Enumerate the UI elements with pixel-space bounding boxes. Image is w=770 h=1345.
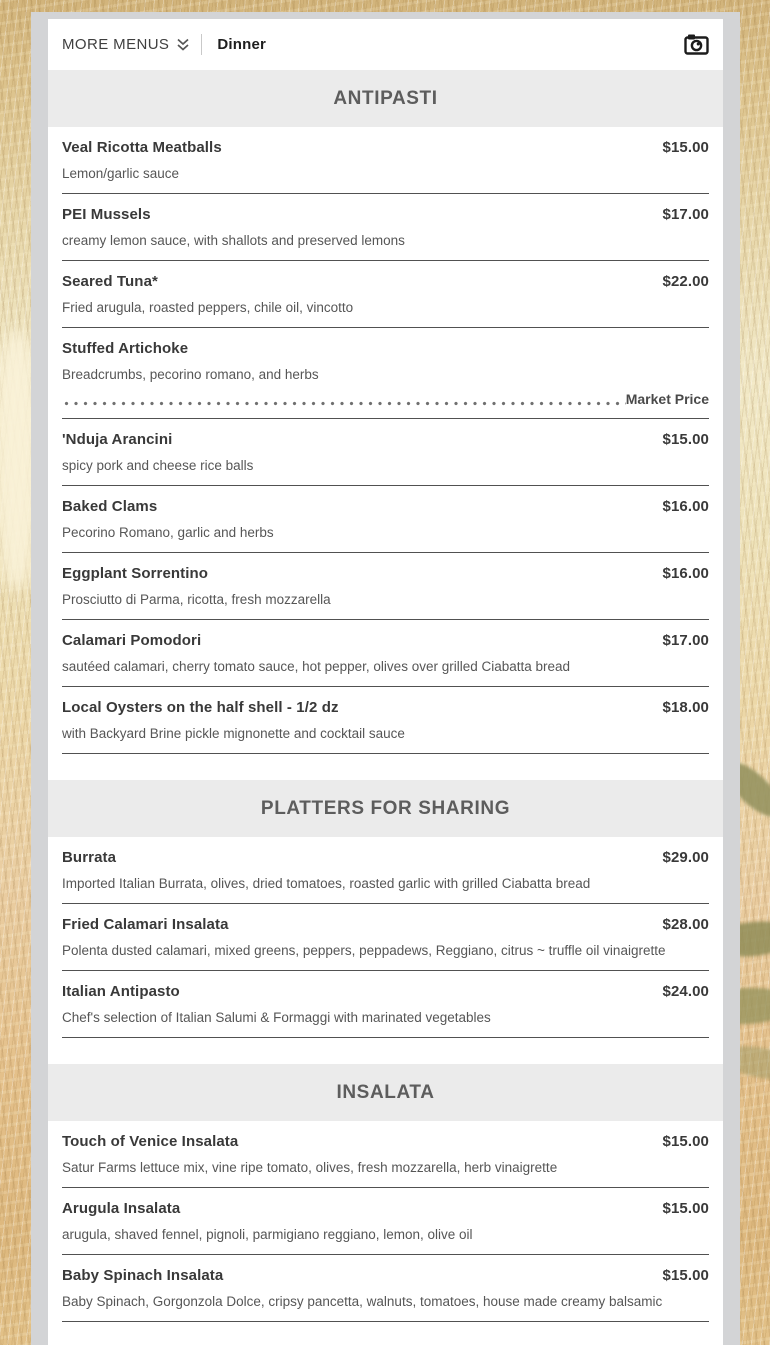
section-items	[48, 837, 723, 1038]
menu-item	[62, 904, 709, 971]
photos-button[interactable]	[684, 34, 709, 55]
chevron-double-down-icon	[176, 37, 190, 52]
menu-item	[62, 261, 709, 328]
toolbar-divider	[201, 34, 202, 55]
item-price: $15.00	[662, 1133, 709, 1150]
section-title: ANTIPASTI	[333, 87, 438, 109]
item-price: $15.00	[662, 1267, 709, 1284]
item-name: Stuffed Artichoke	[62, 340, 189, 357]
item-price: $15.00	[662, 139, 709, 156]
section-header	[48, 1064, 723, 1121]
item-description: arugula, shaved fennel, pignoli, parmigiano reggiano, lemon, olive oil	[62, 1227, 473, 1242]
item-name: Local Oysters on the half shell - 1/2 dz	[62, 699, 339, 716]
item-name: Baked Clams	[62, 498, 158, 515]
camera-icon	[684, 34, 709, 55]
menu-item	[62, 837, 709, 904]
item-price: $29.00	[662, 849, 709, 866]
item-price: $28.00	[662, 916, 709, 933]
item-price: $15.00	[662, 431, 709, 448]
item-name: PEI Mussels	[62, 206, 151, 223]
item-price: $18.00	[662, 699, 709, 716]
more-menus-button[interactable]	[62, 36, 190, 53]
item-name: Eggplant Sorrentino	[62, 565, 209, 582]
item-name: Baby Spinach Insalata	[62, 1267, 224, 1284]
item-price: $16.00	[662, 498, 709, 515]
item-description: Polenta dusted calamari, mixed greens, peppers, peppadews, Reggiano, citrus ~ truffle oil vinaigrette	[62, 943, 666, 958]
item-price-note: Market Price	[625, 391, 709, 407]
menu-item	[62, 620, 709, 687]
menu-item	[62, 1255, 709, 1322]
menu-item	[62, 1121, 709, 1188]
item-name: 'Nduja Arancini	[62, 431, 173, 448]
item-name: Calamari Pomodori	[62, 632, 202, 649]
section-title: INSALATA	[336, 1081, 435, 1103]
current-menu-label: Dinner	[217, 36, 267, 53]
menu-widget-frame	[31, 12, 740, 1345]
item-price-note-row	[62, 392, 709, 407]
item-description: spicy pork and cheese rice balls	[62, 458, 254, 473]
menu-section	[48, 1064, 723, 1322]
item-description: Chef's selection of Italian Salumi & Formaggi with marinated vegetables	[62, 1010, 491, 1025]
item-price: $17.00	[662, 206, 709, 223]
menu-sections	[48, 70, 723, 1322]
item-name: Fried Calamari Insalata	[62, 916, 229, 933]
item-description: sautéed calamari, cherry tomato sauce, hot pepper, olives over grilled Ciabatta bread	[62, 659, 571, 674]
item-description: Satur Farms lettuce mix, vine ripe tomato, olives, fresh mozzarella, herb vinaigrette	[62, 1160, 558, 1175]
menu-item	[62, 971, 709, 1038]
item-description: Fried arugula, roasted peppers, chile oil, vincotto	[62, 300, 354, 315]
item-description: with Backyard Brine pickle mignonette and cocktail sauce	[62, 726, 405, 741]
item-description: creamy lemon sauce, with shallots and preserved lemons	[62, 233, 405, 248]
menu-item	[62, 127, 709, 194]
item-description: Baby Spinach, Gorgonzola Dolce, cripsy pancetta, walnuts, tomatoes, house made creamy balsamic	[62, 1294, 663, 1309]
item-price: $24.00	[662, 983, 709, 1000]
item-name: Burrata	[62, 849, 117, 866]
section-header	[48, 780, 723, 837]
menu-item	[62, 1188, 709, 1255]
item-description: Imported Italian Burrata, olives, dried tomatoes, roasted garlic with grilled Ciabatta bread	[62, 876, 591, 891]
menu-section	[48, 70, 723, 754]
menu-item	[62, 328, 709, 419]
menu-item	[62, 553, 709, 620]
item-description: Lemon/garlic sauce	[62, 166, 180, 181]
dotted-leader	[62, 393, 626, 407]
section-header	[48, 70, 723, 127]
menu-toolbar	[48, 19, 723, 70]
menu-card	[48, 19, 723, 1345]
section-items	[48, 1121, 723, 1322]
menu-item	[62, 687, 709, 754]
item-description: Pecorino Romano, garlic and herbs	[62, 525, 274, 540]
menu-item	[62, 486, 709, 553]
item-name: Touch of Venice Insalata	[62, 1133, 239, 1150]
menu-item	[62, 419, 709, 486]
item-price: $15.00	[662, 1200, 709, 1217]
item-name: Veal Ricotta Meatballs	[62, 139, 222, 156]
section-items	[48, 127, 723, 754]
more-menus-label: MORE MENUS	[62, 36, 170, 53]
section-title: PLATTERS FOR SHARING	[260, 797, 511, 819]
item-price: $22.00	[662, 273, 709, 290]
item-description: Prosciutto di Parma, ricotta, fresh mozzarella	[62, 592, 331, 607]
menu-section	[48, 780, 723, 1038]
item-name: Seared Tuna*	[62, 273, 158, 290]
item-name: Italian Antipasto	[62, 983, 180, 1000]
item-name: Arugula Insalata	[62, 1200, 181, 1217]
item-price: $16.00	[662, 565, 709, 582]
item-price: $17.00	[662, 632, 709, 649]
item-description: Breadcrumbs, pecorino romano, and herbs	[62, 367, 319, 382]
menu-item	[62, 194, 709, 261]
